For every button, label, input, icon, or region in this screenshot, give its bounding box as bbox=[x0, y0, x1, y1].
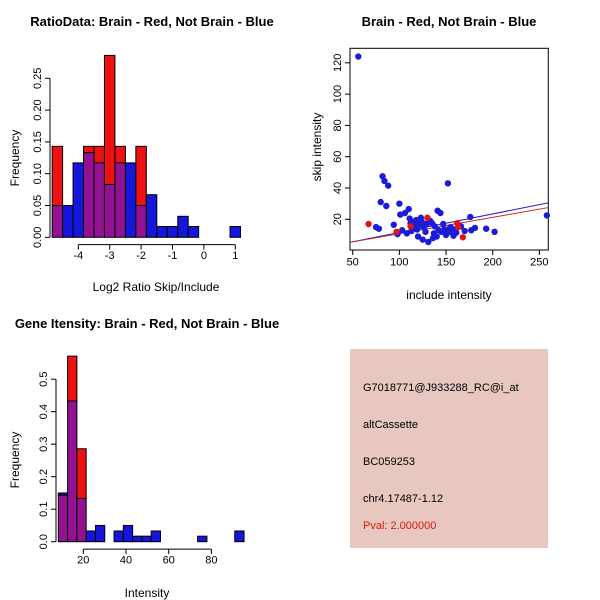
not-brain-point bbox=[391, 222, 397, 228]
bar-red bbox=[104, 55, 114, 184]
y-tick-label: 60 bbox=[332, 150, 344, 163]
intensity-scatter-title: Brain - Red, Not Brain - Blue bbox=[361, 14, 537, 29]
y-tick-label: 0.0 bbox=[38, 534, 50, 550]
not-brain-point bbox=[440, 221, 446, 227]
bar-blue bbox=[235, 531, 244, 542]
bar-blue bbox=[86, 531, 95, 542]
ratio-histogram-canvas bbox=[0, 0, 300, 300]
probe-id-text: G7018771@J933288_RC@i_at bbox=[363, 382, 519, 394]
data-points bbox=[355, 53, 550, 245]
bar-blue bbox=[125, 163, 135, 237]
not-brain-point bbox=[453, 229, 459, 235]
bar-overlap bbox=[104, 185, 114, 238]
y-tick-label: 0.25 bbox=[32, 67, 44, 90]
y-tick-label: 0.00 bbox=[32, 226, 44, 249]
x-tick-label: 80 bbox=[205, 554, 218, 567]
y-tick-label: 40 bbox=[332, 181, 344, 195]
ratio-histogram-title: RatioData: Brain - Red, Not Brain - Blue bbox=[30, 14, 274, 29]
bar-blue bbox=[146, 195, 156, 238]
not-brain-point bbox=[544, 212, 550, 218]
not-brain-point bbox=[355, 53, 361, 59]
intensity-scatter-ylabel: skip intensity bbox=[310, 112, 324, 182]
y-tick-label: 80 bbox=[332, 119, 344, 132]
intensity-scatter-canvas bbox=[300, 0, 600, 300]
gene-intensity-histogram-canvas bbox=[0, 300, 300, 600]
x-tick-label: -4 bbox=[73, 250, 84, 262]
not-brain-point bbox=[491, 229, 497, 235]
not-brain-point bbox=[405, 206, 411, 212]
x-tick-label: 250 bbox=[530, 256, 549, 269]
brain-point bbox=[455, 224, 461, 230]
y-tick-label: 0.15 bbox=[32, 131, 44, 153]
bar-overlap bbox=[77, 498, 86, 541]
not-brain-point bbox=[461, 228, 467, 234]
chromosome-text: chr4.17487-1.12 bbox=[363, 493, 444, 505]
not-brain-point bbox=[396, 200, 402, 206]
brain-point bbox=[393, 229, 399, 235]
x-tick-label: 1 bbox=[232, 250, 239, 262]
y-tick-label: 0.3 bbox=[38, 436, 50, 452]
bar-overlap bbox=[115, 163, 125, 237]
bar-red bbox=[52, 146, 62, 205]
x-tick-label: 200 bbox=[483, 256, 502, 269]
bar-blue bbox=[114, 531, 123, 542]
bar-overlap bbox=[52, 206, 62, 238]
y-tick-label: 0.10 bbox=[32, 162, 44, 185]
not-brain-point bbox=[419, 236, 425, 242]
x-tick-label: -2 bbox=[136, 250, 146, 262]
bar-blue bbox=[133, 536, 142, 542]
not-brain-point bbox=[472, 225, 478, 231]
bar-blue bbox=[157, 226, 167, 237]
ratio-histogram-ylabel: Frequency bbox=[8, 129, 22, 187]
y-tick-label: 0.4 bbox=[38, 404, 50, 420]
bar-blue bbox=[73, 163, 83, 237]
x-tick-label: 0 bbox=[200, 250, 207, 262]
brain-point bbox=[365, 221, 371, 227]
bar-overlap bbox=[68, 401, 77, 542]
intensity-scatter-panel bbox=[300, 0, 600, 300]
bar-blue bbox=[167, 226, 177, 237]
brain-point bbox=[460, 234, 466, 240]
bar-blue bbox=[188, 226, 198, 237]
not-brain-point bbox=[433, 233, 439, 239]
x-tick-label: 100 bbox=[390, 256, 409, 269]
y-tick-label: 0.2 bbox=[38, 469, 50, 485]
bar-blue bbox=[198, 536, 207, 542]
not-brain-point bbox=[483, 225, 489, 231]
bar-red bbox=[94, 146, 104, 163]
x-tick-label: -1 bbox=[167, 250, 178, 262]
gene-info-panel bbox=[300, 300, 600, 600]
bar-blue bbox=[178, 216, 188, 237]
not-brain-point bbox=[445, 180, 451, 186]
fit-lines bbox=[350, 203, 548, 242]
splice-type-text: altCassette bbox=[363, 419, 419, 431]
plot-box bbox=[350, 48, 548, 250]
not-brain-point bbox=[376, 225, 382, 231]
y-tick-label: 0.20 bbox=[32, 99, 44, 121]
bar-overlap bbox=[58, 495, 67, 541]
pval-text: Pval: 2.000000 bbox=[363, 520, 437, 532]
brain-point bbox=[407, 223, 413, 229]
y-tick-label: 0.1 bbox=[38, 501, 50, 517]
bar-blue bbox=[123, 525, 132, 541]
bar-red bbox=[84, 146, 94, 152]
bar-blue bbox=[151, 531, 160, 542]
x-tick-label: -3 bbox=[104, 250, 115, 262]
bar-overlap bbox=[84, 153, 94, 238]
bar-blue bbox=[95, 525, 104, 541]
not-brain-point bbox=[377, 199, 383, 205]
x-tick-label: 50 bbox=[346, 256, 359, 269]
y-tick-label: 120 bbox=[332, 53, 344, 72]
not-brain-point bbox=[422, 229, 428, 235]
histogram-bars bbox=[52, 55, 240, 237]
y-tick-label: 0.5 bbox=[38, 371, 50, 387]
x-tick-label: 60 bbox=[162, 554, 175, 567]
y-tick-label: 20 bbox=[332, 213, 344, 226]
bar-blue bbox=[230, 226, 240, 237]
ratio-histogram-xlabel: Log2 Ratio Skip/Include bbox=[92, 280, 220, 294]
brain-point bbox=[424, 215, 430, 221]
y-tick-label: 0.05 bbox=[32, 194, 44, 217]
bar-red bbox=[115, 146, 125, 163]
not-brain-point bbox=[385, 182, 391, 188]
gene-info-box bbox=[350, 349, 548, 548]
x-tick-label: 20 bbox=[77, 554, 90, 567]
y-tick-label: 100 bbox=[332, 84, 344, 104]
bar-blue bbox=[142, 536, 151, 542]
x-tick-label: 150 bbox=[436, 256, 456, 269]
gene-intensity-histogram-panel bbox=[0, 300, 300, 600]
axes bbox=[332, 48, 549, 268]
accession-text: BC059253 bbox=[363, 456, 415, 468]
bar-overlap bbox=[136, 206, 146, 238]
gene-intensity-histogram-ylabel: Frequency bbox=[8, 431, 22, 489]
not-brain-point bbox=[437, 210, 443, 216]
gene-intensity-histogram-xlabel: Intensity bbox=[124, 586, 170, 600]
bar-red bbox=[68, 356, 77, 401]
not-brain-point bbox=[467, 214, 473, 220]
x-tick-label: 40 bbox=[119, 554, 133, 567]
bar-red bbox=[77, 449, 86, 499]
ratio-histogram-panel bbox=[0, 0, 300, 300]
bar-red bbox=[136, 146, 146, 205]
gene-intensity-histogram-title: Gene Itensity: Brain - Red, Not Brain - Blue bbox=[14, 316, 280, 331]
not-brain-point bbox=[383, 203, 389, 209]
intensity-scatter-xlabel: include intensity bbox=[406, 288, 492, 302]
bar-blue bbox=[63, 206, 73, 238]
not-brain-fit-line bbox=[350, 203, 548, 242]
bar-overlap bbox=[94, 163, 104, 237]
histogram-bars bbox=[58, 356, 244, 542]
